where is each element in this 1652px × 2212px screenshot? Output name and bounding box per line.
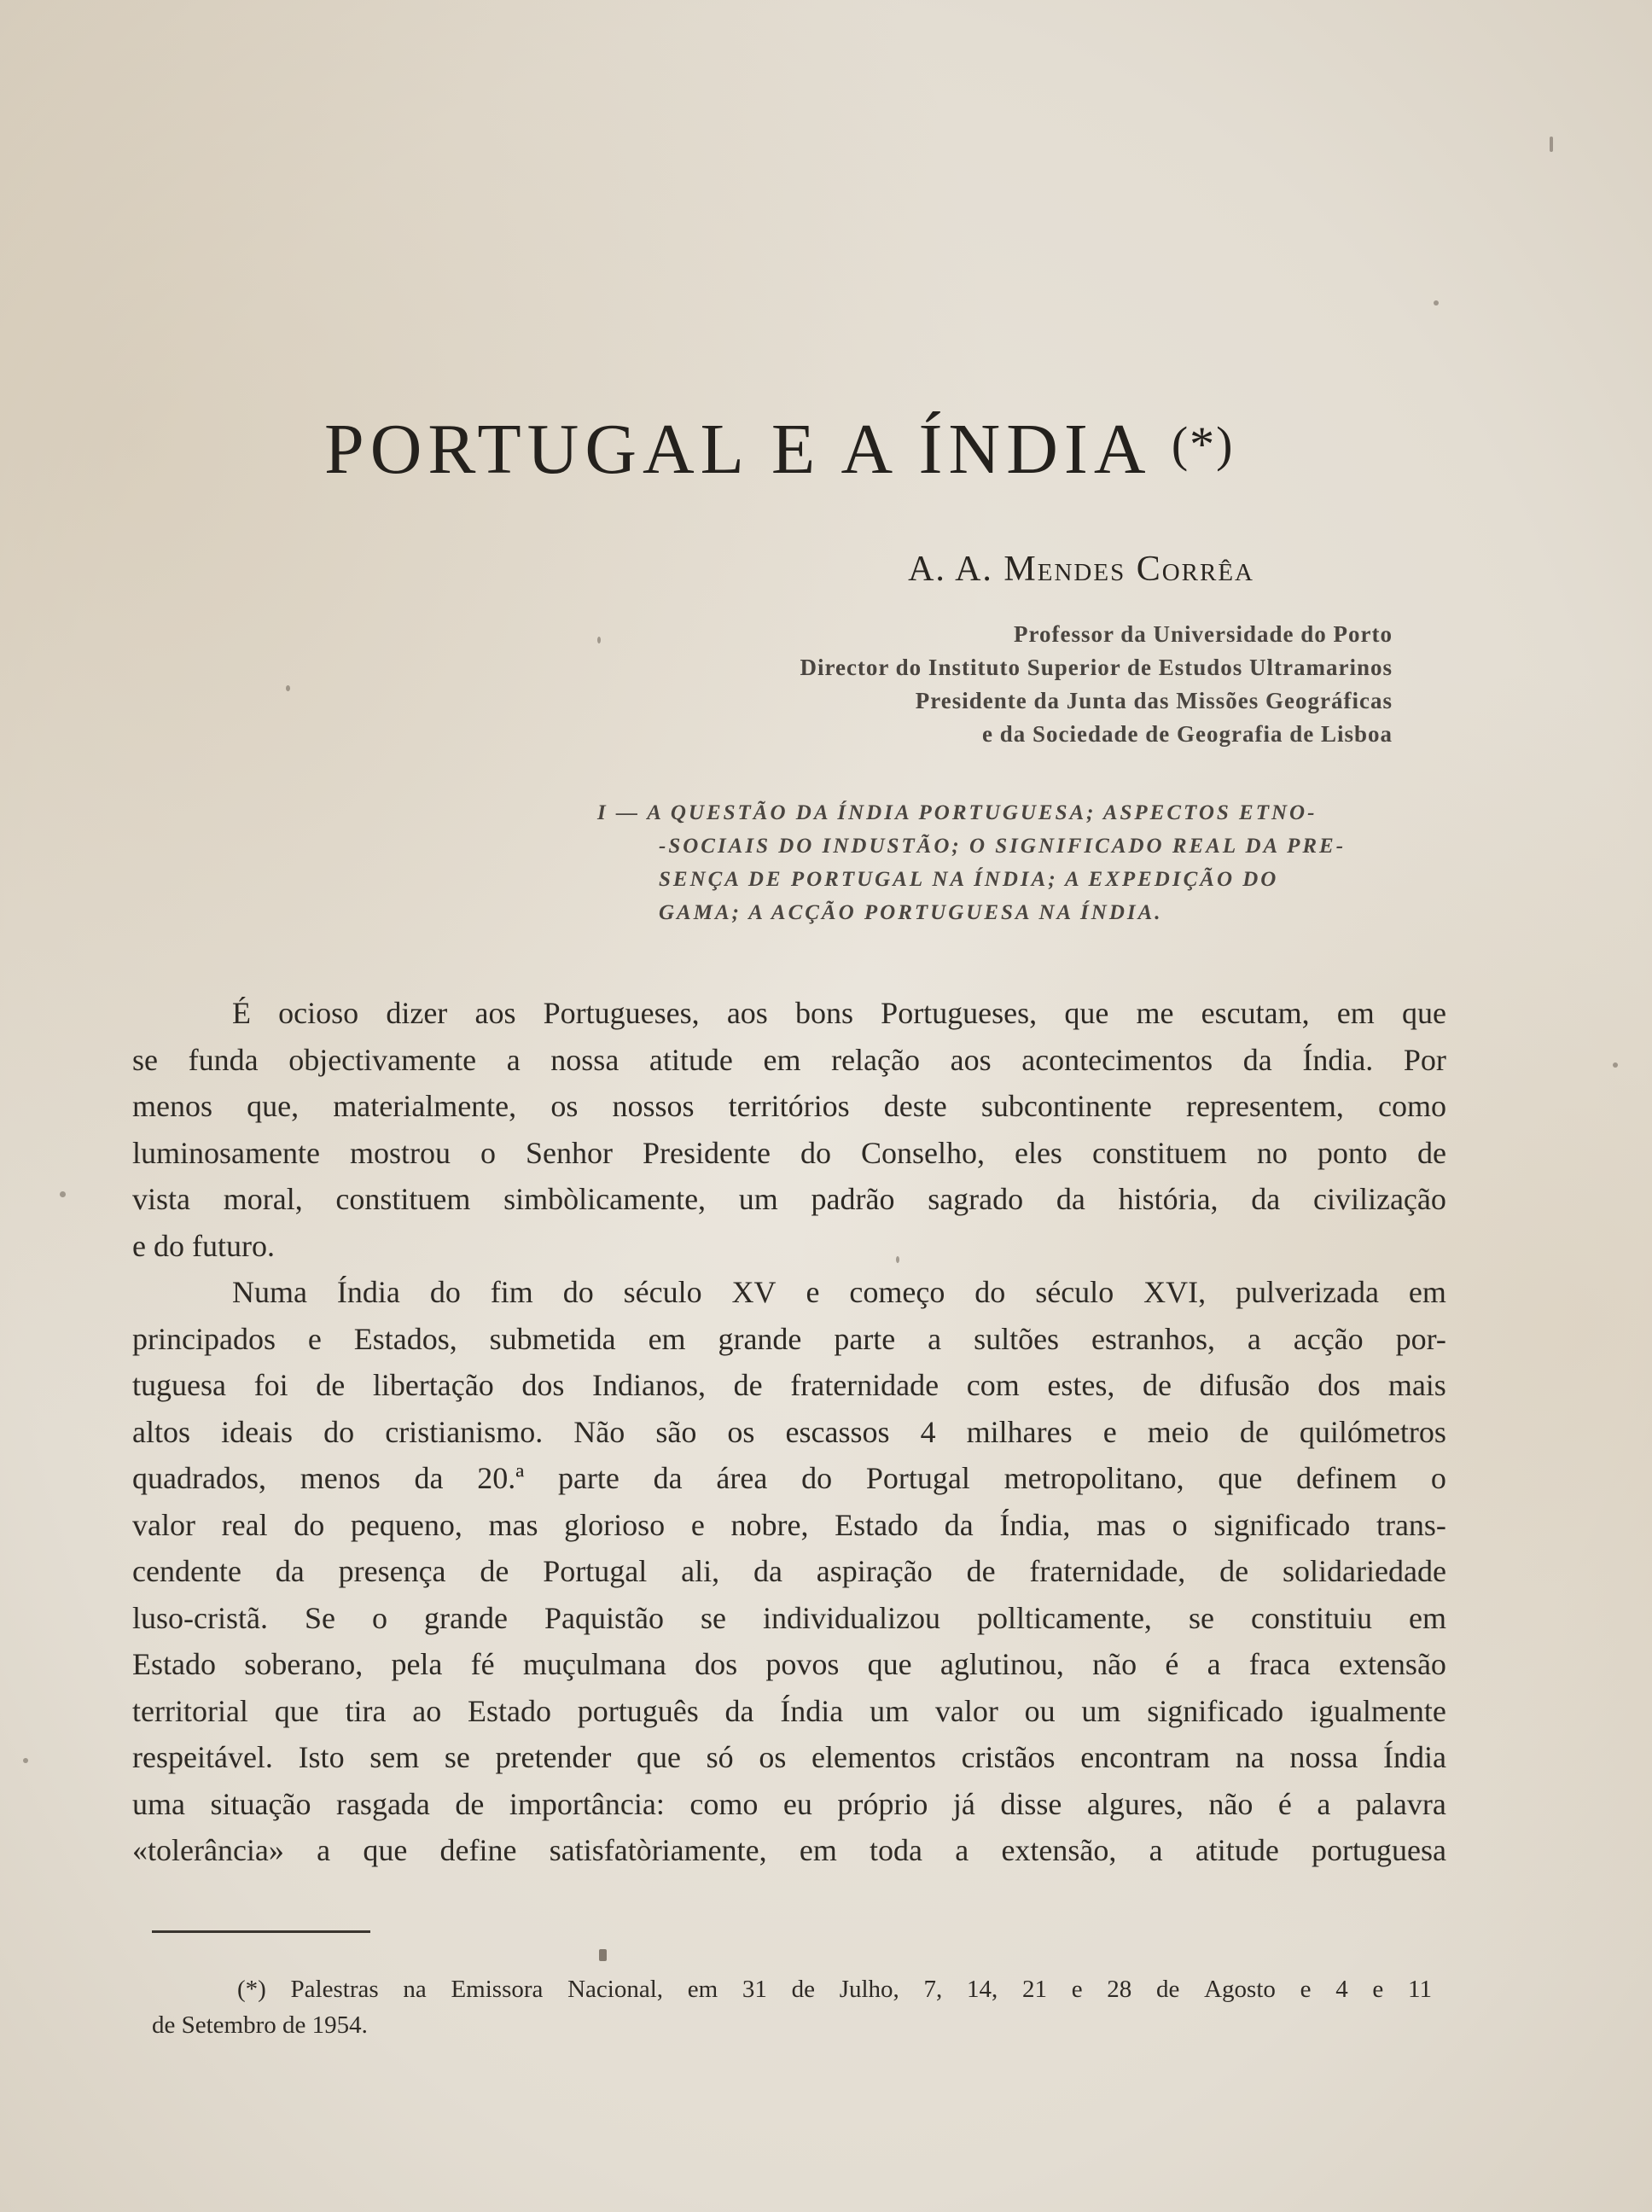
credential-line: e da Sociedade de Geografia de Lisboa xyxy=(982,721,1393,747)
text-line: «tolerância» a que define satisfatòriamente, em toda a extensão, a atitude portuguesa xyxy=(132,1833,1446,1867)
footnote xyxy=(152,1971,1432,2043)
text-line: valor real do pequeno, mas glorioso e nobre, Estado da Índia, mas o significado trans- xyxy=(132,1507,1446,1542)
credential-line: Presidente da Junta das Missões Geográficas xyxy=(915,688,1393,713)
title-note-mark: (*) xyxy=(1171,416,1235,472)
paper-speck xyxy=(1613,1062,1618,1068)
text-line: luminosamente mostrou o Senhor Presidente do Conselho, eles constituem no ponto de xyxy=(132,1135,1446,1170)
text-line: e do futuro. xyxy=(132,1228,275,1263)
paper-speck xyxy=(599,1949,607,1961)
summary-line: -SOCIAIS DO INDUSTÃO; O SIGNIFICADO REAL DA PRE- xyxy=(659,835,1347,858)
paper-speck xyxy=(286,685,290,691)
summary-line: I — A QUESTÃO DA ÍNDIA PORTUGUESA; ASPECTOS ETNO- xyxy=(597,801,1318,824)
text-line: territorial que tira ao Estado português da Índia um valor ou um significado igualmente xyxy=(132,1693,1446,1728)
text-line: tuguesa foi de libertação dos Indianos, de fraternidade com estes, de difusão dos mais xyxy=(132,1368,1446,1402)
credential-line: Director do Instituto Superior de Estudos Ultramarinos xyxy=(800,655,1393,680)
text-line: quadrados, menos da 20.ª parte da área do Portugal metropolitano, que definem o xyxy=(132,1461,1446,1495)
chapter-summary xyxy=(597,796,1451,929)
text-line: luso-cristã. Se o grande Paquistão se individualizou pollticamente, se constituiu em xyxy=(132,1600,1446,1635)
summary-line: SENÇA DE PORTUGAL NA ÍNDIA; A EXPEDIÇÃO DO xyxy=(659,868,1279,891)
title-text: PORTUGAL E A ÍNDIA xyxy=(324,410,1148,489)
text-line: É ocioso dizer aos Portugueses, aos bons Portugueses, que me escutam, em que xyxy=(232,996,1446,1030)
text-line: Numa Índia do fim do século XV e começo do século XVI, pulverizada em xyxy=(232,1275,1446,1309)
article-body xyxy=(132,990,1446,1874)
paragraph-1 xyxy=(132,990,1446,1269)
credential-line: Professor da Universidade do Porto xyxy=(1014,621,1393,647)
text-line: vista moral, constituem simbòlicamente, um padrão sagrado da história, da civilização xyxy=(132,1182,1446,1216)
footnote-line: de Setembro de 1954. xyxy=(152,2011,368,2039)
paper-speck xyxy=(60,1191,66,1197)
text-line: Estado soberano, pela fé muçulmana dos povos que aglutinou, não é a fraca extensão xyxy=(132,1647,1446,1681)
paper-speck xyxy=(1550,137,1553,152)
paper-speck xyxy=(597,637,601,643)
text-line: uma situação rasgada de importância: como eu próprio já disse algures, não é a palavra xyxy=(132,1786,1446,1821)
text-line: menos que, materialmente, os nossos territórios deste subcontinente representem, como xyxy=(132,1089,1446,1123)
summary-line: GAMA; A ACÇÃO PORTUGUESA NA ÍNDIA. xyxy=(659,901,1163,924)
text-line: respeitável. Isto sem se pretender que só os elementos cristãos encontram na nossa Índia xyxy=(132,1740,1446,1774)
paragraph-2 xyxy=(132,1269,1446,1874)
text-line: principados e Estados, submetida em grande parte a sultões estranhos, a acção por- xyxy=(132,1321,1446,1356)
text-line: se funda objectivamente a nossa atitude em relação aos acontecimentos da Índia. Por xyxy=(132,1042,1446,1077)
paper-speck xyxy=(1434,300,1439,306)
text-line: cendente da presença de Portugal ali, da aspiração de fraternidade, de solidariedade xyxy=(132,1554,1446,1588)
footnote-divider xyxy=(152,1930,370,1933)
footnote-line: (*) Palestras na Emissora Nacional, em 31 de Julho, 7, 14, 21 e 28 de Agosto e 4 e 11 xyxy=(237,1976,1432,2003)
paper-speck xyxy=(23,1758,28,1763)
text-line: altos ideais do cristianismo. Não são os escassos 4 milhares e meio de quilómetros xyxy=(132,1414,1446,1449)
author-credentials xyxy=(614,618,1393,751)
author-name: A. A. Mendes Corrêa xyxy=(908,550,1254,589)
paper-speck xyxy=(896,1256,899,1263)
article-title xyxy=(324,408,1348,491)
